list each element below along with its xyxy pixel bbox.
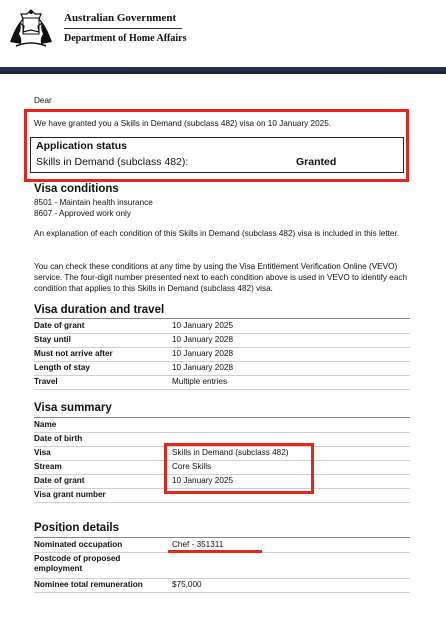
table-row: Postcode of proposed employment bbox=[34, 552, 410, 579]
table-row: Name bbox=[34, 418, 410, 433]
status-heading: Application status bbox=[36, 140, 128, 152]
table-row: Date of grant 10 January 2025 bbox=[34, 474, 410, 489]
duration-heading: Visa duration and travel bbox=[34, 304, 165, 316]
table-row: Stream Core Skills bbox=[34, 460, 410, 475]
salutation: Dear bbox=[34, 96, 52, 105]
table-row: Date of grant 10 January 2025 bbox=[34, 319, 410, 334]
condition-item: 8607 - Approved work only bbox=[34, 209, 131, 218]
conditions-para2: You can check these conditions at any time by using the Visa Entitlement Verification Online (VEVO) service. The four-digit number presented next to each condition above is used in VEVO to identify each condition that applies to this Skills in Demand (subclass 482) visa. bbox=[34, 262, 408, 293]
header-band bbox=[0, 67, 446, 74]
table-row: Visa Skills in Demand (subclass 482) bbox=[34, 446, 410, 461]
table-row: Stay until 10 January 2028 bbox=[34, 333, 410, 348]
dept-name: Department of Home Affairs bbox=[64, 33, 187, 44]
letterhead bbox=[0, 0, 446, 70]
conditions-heading: Visa conditions bbox=[34, 183, 119, 195]
conditions-para1: An explanation of each condition of this Skills in Demand (subclass 482) visa is included in this letter. bbox=[34, 229, 399, 238]
coat-of-arms-icon bbox=[6, 6, 56, 50]
table-row: Length of stay 10 January 2028 bbox=[34, 361, 410, 376]
table-row: Visa grant number bbox=[34, 488, 410, 503]
table-row: Date of birth bbox=[34, 432, 410, 447]
header-divider bbox=[64, 28, 182, 29]
highlight-occupation-underline bbox=[168, 550, 262, 553]
table-row: Nominated occupation Chef - 351311 bbox=[34, 538, 410, 553]
highlight-summary-box bbox=[164, 443, 314, 494]
highlight-grant-box bbox=[24, 109, 409, 182]
table-row: Nominee total remuneration $75,000 bbox=[34, 578, 410, 593]
table-row: Travel Multiple entries bbox=[34, 375, 410, 390]
status-visa: Skills in Demand (subclass 482): bbox=[36, 156, 189, 168]
status-value: Granted bbox=[296, 156, 337, 168]
position-heading: Position details bbox=[34, 522, 119, 534]
gov-name: Australian Government bbox=[64, 12, 177, 24]
granted-sentence: We have granted you a Skills in Demand (subclass 482) visa on 10 January 2025. bbox=[34, 119, 332, 128]
summary-heading: Visa summary bbox=[34, 402, 112, 414]
condition-item: 8501 - Maintain health insurance bbox=[34, 198, 153, 207]
table-row: Must not arrive after 10 January 2028 bbox=[34, 347, 410, 362]
